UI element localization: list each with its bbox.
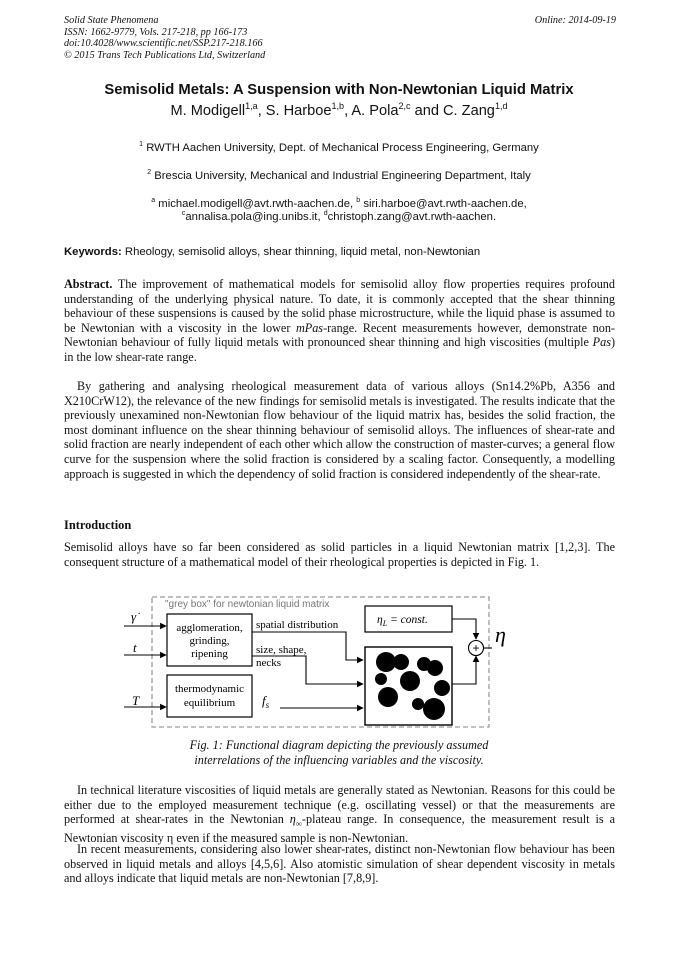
particle [427,660,443,676]
functional-diagram [124,592,528,732]
necks-label: necks [256,657,282,669]
thermodynamic-box [167,675,252,717]
author-list [0,103,678,119]
email-link[interactable]: michael.modigell@avt.rwth-aachen.de, [158,198,354,210]
particle [378,687,398,707]
particle [412,698,424,710]
intro-paragraph: Semisolid alloys have so far been considered as solid particles in a liquid Newtonian matrix [1,2,3]. The consequent structure of a mathematical model of their rheological properties is depicted in Fig. 1. [64,540,615,569]
email-link[interactable]: annalisa.pola@ing.unibs.it, [185,211,321,223]
paper-title: Semisolid Metals: A Suspension with Non-Newtonian Liquid Matrix [104,82,574,98]
issn-line: ISSN: 1662-9779, Vols. 217-218, pp 166-173 [64,26,248,38]
email-link[interactable]: siri.harboe@avt.rwth-aachen.de, [363,198,527,210]
grey-box-label: "grey box" for newtonian liquid matrix [165,599,330,610]
particle [434,680,450,696]
body-paragraph-recent-measurements: In recent measurements, considering also lower shear-rates, distinct non-Newtonian flow behaviour has been observed in liquid metals and alloys [4,5,6]. Also atomistic simulation of shear dependent viscosity in metals and alloys indicate that liquid metals are non-Newtonian [7,8,9]. [64,842,615,886]
author: M. Modigell$^{1,a}$, [170,101,266,119]
abstract-label: Abstract. [64,277,113,291]
author-emails: $^a$ michael.modigell@avt.rwth-aachen.de, $^b$ siri.harboe@avt.rwth-aachen.de, $^c$annalisa.pola@ing.unibs.it, $^d$christoph.zang@avt.rwth-aachen. [151,197,527,223]
temperature-input: T [132,693,140,708]
particle [375,673,387,685]
author: S. Harboe$^{1,b}$, [265,101,352,119]
spatial-distribution-label: spatial distribution [256,619,339,631]
abstract-paragraph-2: By gathering and analysing rheological measurement data of various alloys (Sn14.2%Pb, A356 and X210CrW12), the relevance of the new findings for semisolid metals is investigated. The results indicate that the previously unexamined non-Newtonian flow behaviour of the liquid matrix has, besides the solid fraction, the most dominant influence on the shear thinning behaviour of semisolid alloys. The influences of shear-rate and solid fraction are nearly independent of each other which allow the construction of master-curves; a general flow curve for the suspension where the solid fraction is considered by a scaling factor. Consequently, a modelling approach is suggested in which the dependency of solid fraction is considered independently of the shear-rate. [64,379,615,481]
box2-line2: equilibrium [183,697,236,709]
figure-caption: Fig. 1: Functional diagram depicting the previously assumed interrelations of the influencing variables and the viscosity. [189,738,489,767]
journal-header [64,15,265,61]
viscosity-output: η [495,622,506,647]
plus-sign: + [472,641,480,655]
author: C. Zang$^{1,d}$ [443,101,508,119]
box1-line2: grinding, [189,635,230,647]
author: A. Pola$^{2,c}$ and [351,101,444,119]
affiliation-2: $^2$ Brescia University, Mechanical and Industrial Engineering Department, Italy [147,169,531,182]
particle [393,654,409,670]
journal-name: Solid State Phenomena [64,15,159,26]
keywords [64,246,624,258]
box1-line1: agglomeration, [176,622,243,634]
solid-fraction-label: $f_s$ [262,693,270,710]
doi-line: doi:10.4028/www.scientific.net/SSP.217-218.166 [64,38,263,50]
keywords-text: Rheology, semisolid alloys, shear thinning, liquid metal, non-Newtonian [124,246,481,258]
time-input: t [133,640,137,655]
abstract-paragraph-1: Abstract. The improvement of mathematical models for semisolid alloy flow properties requires profound understanding of the underlying physical nature. To date, it is commonly accepted that the shear thinning behaviour of these suspensions is caused by the solid phase microstructure, while the liquid phase is assumed to be Newtonian with a viscosity in the lower mPas-range. Recent measurements however, demonstrate non-Newtonian behaviour of fully liquid metals with pronounced shear thinning and high viscosities (multiple Pas) in the low shear-rate range. [64,277,616,364]
body-paragraph-technical-literature: In technical literature viscosities of liquid metals are generally stated as Newtonian. Reasons for this could be either due to the employed measurement technique (e.g. oscillating vessel) or that the measurements are performed at shear-rates in the Newtonian $\eta_\infty$-plateau range. In consequence, the measurement result is a Newtonian viscosity η even if the measured sample is non-Newtonian. [64,783,615,846]
affiliation-1: $^1$ RWTH Aachen University, Dept. of Mechanical Process Engineering, Germany [139,141,539,154]
particle [423,698,445,720]
section-heading-introduction: Introduction [64,518,132,532]
liquid-viscosity-equation: $\eta_L$ = const. [377,614,428,628]
particle [400,671,420,691]
keywords-label: Keywords: [64,246,122,258]
shear-rate-input: γ̇ [131,609,137,624]
size-shape-label: size, shape, [256,644,307,656]
copyright-line: © 2015 Trans Tech Publications Ltd, Switzerland [64,49,266,61]
box1-line3: ripening [191,648,228,660]
online-date: Online: 2014-09-19 [534,15,616,26]
box2-line1: thermodynamic [174,683,245,695]
email-link[interactable]: christoph.zang@avt.rwth-aachen. [327,211,497,223]
